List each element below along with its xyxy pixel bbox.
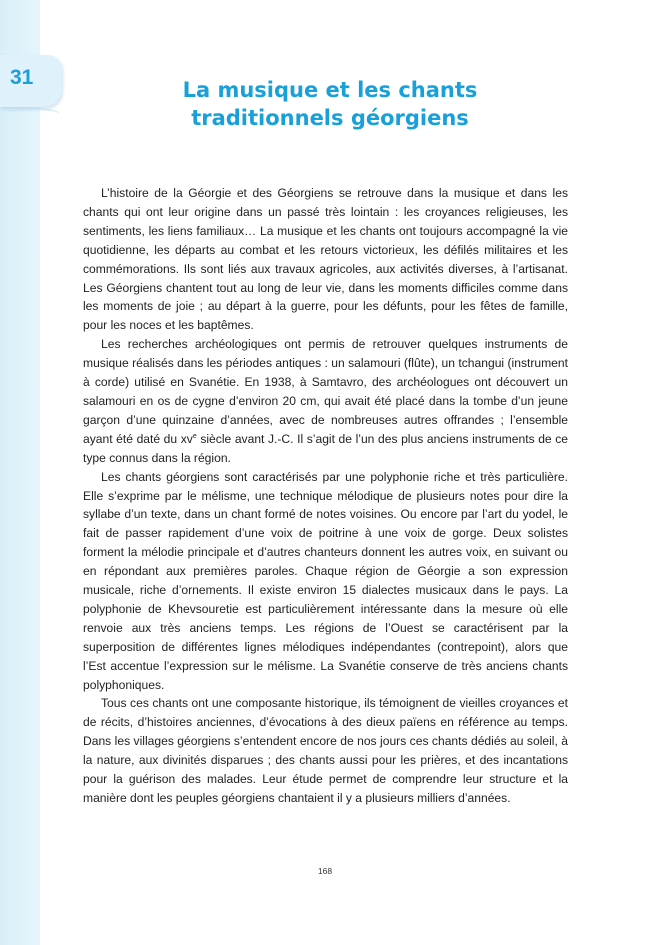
chapter-tab-curve bbox=[6, 108, 60, 120]
paragraph-2-text-a: Les recherches archéologiques ont permis de retrouver quelques instruments de musique réalisés dans les périodes antiques : un salamouri (flûte), un tchangui (instrument à corde) utilisé en Svanétie. En 1938, à Samtavro, des archéologues ont découvert un salamouri en os de cygne d’environ 20 cm, qui avait été placé dans la tombe d’un jeune garçon d’une quinzaine d’années, avec de nombreuses autres offrandes ; l’ensemble ayant été daté du bbox=[83, 337, 568, 446]
article-body bbox=[83, 184, 568, 808]
title-line-2: traditionnels géorgiens bbox=[191, 106, 469, 130]
century-numeral: xv bbox=[180, 431, 193, 446]
chapter-number: 31 bbox=[10, 66, 34, 89]
title-line-1: La musique et les chants bbox=[182, 78, 478, 102]
century-superscript: e bbox=[192, 432, 197, 440]
page-number: 168 bbox=[317, 866, 333, 876]
paragraph-1: L’histoire de la Géorgie et des Géorgiens se retrouve dans la musique et dans les chants qui ont leur origine dans un passé très lointain : les croyances religieuses, les sentiments, les liens familiaux… La musique et les chants ont toujours accompagné la vie quotidienne, les départs au combat et les retours victorieux, les défilés militaires et les commémorations. Ils sont liés aux travaux agricoles, aux activités diverses, à l’artisanat. Les Géorgiens chantent tout au long de leur vie, dans les moments difficiles comme dans les moments de joie ; au départ à la guerre, pour les défunts, pour les fêtes de famille, pour les noces et les baptêmes. bbox=[83, 186, 568, 333]
paragraph-3: Les chants géorgiens sont caractérisés par une polyphonie riche et très particulière. Elle s’exprime par le mélisme, une technique mélodique de plusieurs notes pour dire la syllabe d’un texte, dans un chant formé de notes voisines. Ou encore par l’art du yodel, le fait de passer rapidement d’une voix de poitrine à une voix de gorge. Deux solistes forment la mélodie principale et d’autres chanteurs donnent les autres voix, en suivant ou en répondant aux premières paroles. Chaque région de Géorgie a son expression musicale, riche d’ornements. Il existe environ 15 dialectes musicaux dans le pays. La polyphonie de Khevsouretie est particulièrement intéressante dans la mesure où elle renvoie aux très anciens temps. Les régions de l’Ouest se caractérisent par la superposition de différentes lignes mélodiques indépendantes (contrepoint), alors que l’Est accentue l’expression sur le mélisme. La Svanétie conserve de très anciens chants polyphoniques. bbox=[83, 469, 568, 692]
paragraph-2-text-b: siècle avant J.-C. Il s’agit de l’un des plus anciens instruments de ce type connus dans la région. bbox=[83, 431, 569, 465]
paragraph-2 bbox=[83, 335, 568, 467]
page-title bbox=[160, 76, 500, 132]
page-side-band bbox=[0, 0, 40, 945]
paragraph-4: Tous ces chants ont une composante historique, ils témoignent de vieilles croyances et de récits, d’histoires anciennes, d’évocations à des dieux païens en référence au temps. Dans les villages géorgiens s’entendent encore de nos jours ces chants dédiés au soleil, à la nature, aux divinités disparues ; des chants aussi pour les prières, et des incantations pour la guérison des malades. Leur étude permet de comprendre leur structure et la manière dont les peuples géorgiens chantaient il y a plusieurs milliers d’années. bbox=[83, 696, 568, 805]
